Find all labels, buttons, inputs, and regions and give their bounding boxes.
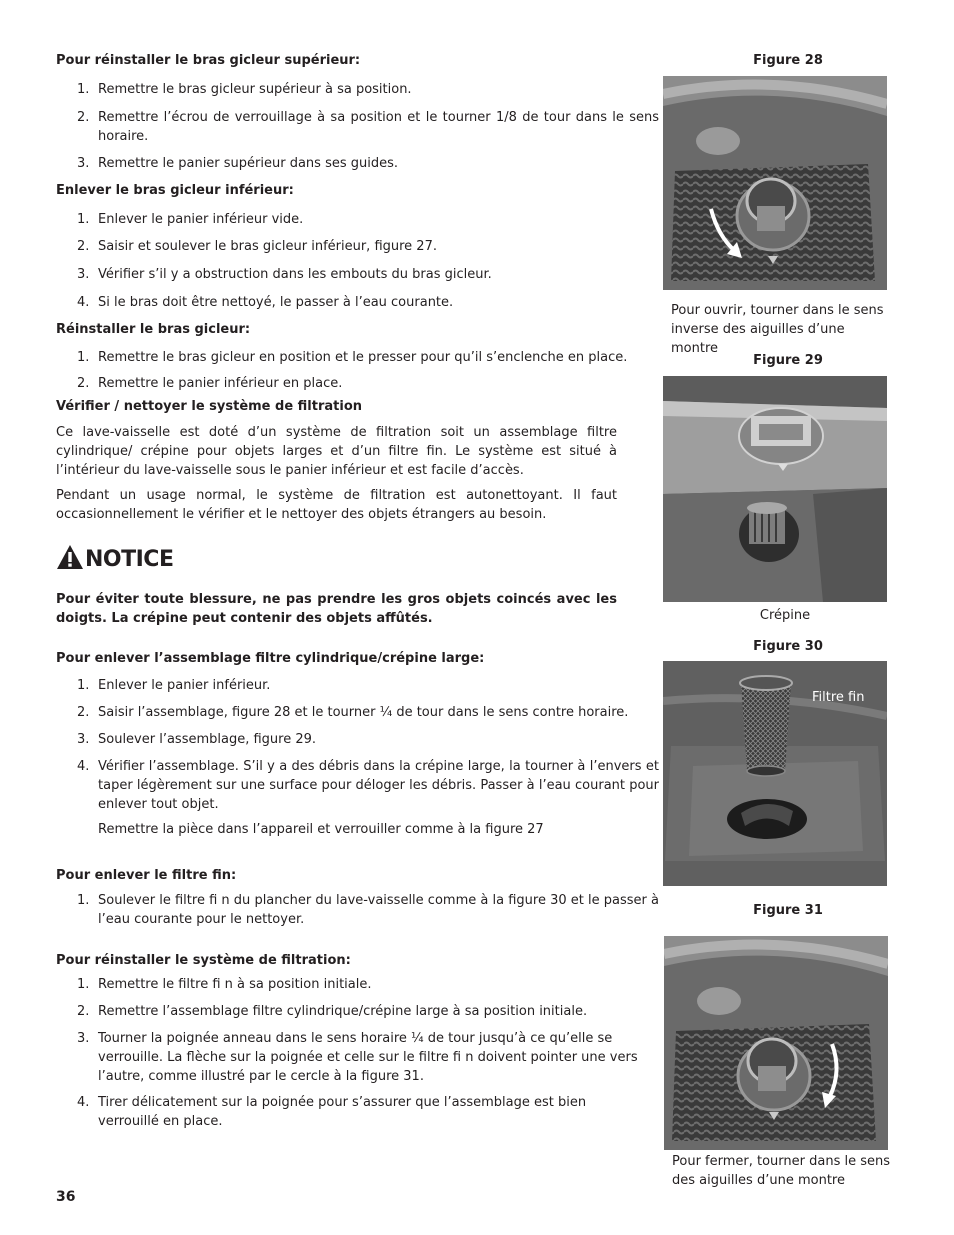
- list-item: 4. Tirer délicatement sur la poignée pour s’assurer que l’assemblage est bien verrouillé en place.: [77, 1095, 587, 1129]
- section-title-remove-fine-filter: Pour enlever le filtre fin:: [56, 868, 237, 883]
- list-item: 4. Si le bras doit être nettoyé, le passer à l’eau courante.: [77, 295, 454, 310]
- section-title-filtration: Vérifier / nettoyer le système de filtration: [56, 399, 363, 414]
- list-item: 2. Remettre l’assemblage filtre cylindrique/crépine large à sa position initiale.: [77, 1004, 588, 1019]
- list-item: 1. Enlever le panier inférieur vide.: [77, 212, 304, 227]
- list-item: 1. Soulever le filtre fi n du plancher du lave-vaisselle comme à la figure 30 et le passer à l’eau courante pour le nettoyer.: [77, 893, 659, 927]
- figure-30-tag: Filtre fin: [812, 690, 865, 705]
- page-number: 36: [56, 1189, 76, 1205]
- list-item: 4. Vérifier l’assemblage. S’il y a des débris dans la crépine large, la tourner à l’envers et taper légèrement sur une surface pour déloger les débris. Passer à l’eau courant pour enlever tout objet.: [77, 759, 659, 812]
- list-item: 1. Enlever le panier inférieur.: [77, 678, 271, 693]
- list-item-continuation: Remettre la pièce dans l’appareil et verrouiller comme à la figure 27: [98, 822, 544, 837]
- list-item: 3. Tourner la poignée anneau dans le sens horaire ¼ de tour jusqu’à ce qu’elle se verrouille. La flèche sur la poignée et celle sur le filtre fi n doivent pointer une vers l’autre, comme illustré par le cercle à la figure 31.: [77, 1031, 638, 1084]
- section-title-reinstall-upper-arm: Pour réinstaller le bras gicleur supérieur:: [56, 53, 361, 68]
- section-title-reinstall-filtration: Pour réinstaller le système de filtration:: [56, 953, 351, 968]
- list-item: 3. Remettre le panier supérieur dans ses guides.: [77, 156, 399, 171]
- figure-29-caption: Crépine: [759, 608, 811, 623]
- figure-29-label: Figure 29: [753, 353, 823, 368]
- list-item: 2. Saisir l’assemblage, figure 28 et le tourner ¼ de tour dans le sens contre horaire.: [77, 705, 629, 720]
- paragraph: Pendant un usage normal, le système de filtration est autonettoyant. Il faut occasionnellement le vérifier et le nettoyer des objets étrangers au besoin.: [56, 488, 617, 522]
- list-item: 2. Remettre l’écrou de verrouillage à sa position et le tourner 1/8 de tour dans le sens horaire.: [77, 110, 659, 144]
- warning-icon: [56, 544, 84, 570]
- list-item: 2. Remettre le panier inférieur en place.: [77, 376, 343, 391]
- figure-31-photo: [664, 936, 888, 1150]
- list-item: 3. Soulever l’assemblage, figure 29.: [77, 732, 317, 747]
- notice-title: NOTICE: [85, 547, 174, 572]
- list-item: 2. Saisir et soulever le bras gicleur inférieur, figure 27.: [77, 239, 437, 254]
- figure-31-label: Figure 31: [753, 903, 823, 918]
- figure-28-label: Figure 28: [753, 53, 823, 68]
- list-item: 3. Vérifier s’il y a obstruction dans les embouts du bras gicleur.: [77, 267, 492, 282]
- notice-text: Pour éviter toute blessure, ne pas prendre les gros objets coincés avec les doigts. La crépine peut contenir des objets affûtés.: [56, 592, 617, 626]
- figure-29-photo: [663, 376, 887, 602]
- section-title-remove-cylinder: Pour enlever l’assemblage filtre cylindrique/crépine large:: [56, 651, 485, 666]
- figure-30-label: Figure 30: [753, 639, 823, 654]
- list-item: 1. Remettre le bras gicleur en position et le presser pour qu’il s’enclenche en place.: [77, 350, 628, 365]
- figure-31-caption: Pour fermer, tourner dans le sens des aiguilles d’une montre: [672, 1154, 891, 1188]
- list-item: 1. Remettre le filtre fi n à sa position initiale.: [77, 977, 372, 992]
- section-title-reinstall-arm: Réinstaller le bras gicleur:: [56, 322, 251, 337]
- paragraph: Ce lave-vaisselle est doté d’un système de filtration soit un assemblage filtre cylindrique/ crépine pour objets larges et d’un filtre fin. Le système est situé à l’intérieur du lave-vaisselle sous le panier inférieur et est facile d’accès.: [56, 425, 617, 478]
- figure-28-photo: [663, 76, 887, 290]
- list-item: 1. Remettre le bras gicleur supérieur à sa position.: [77, 82, 412, 97]
- figure-28-caption: Pour ouvrir, tourner dans le sens inverse des aiguilles d’une montre: [671, 303, 884, 356]
- section-title-remove-lower-arm: Enlever le bras gicleur inférieur:: [56, 183, 294, 198]
